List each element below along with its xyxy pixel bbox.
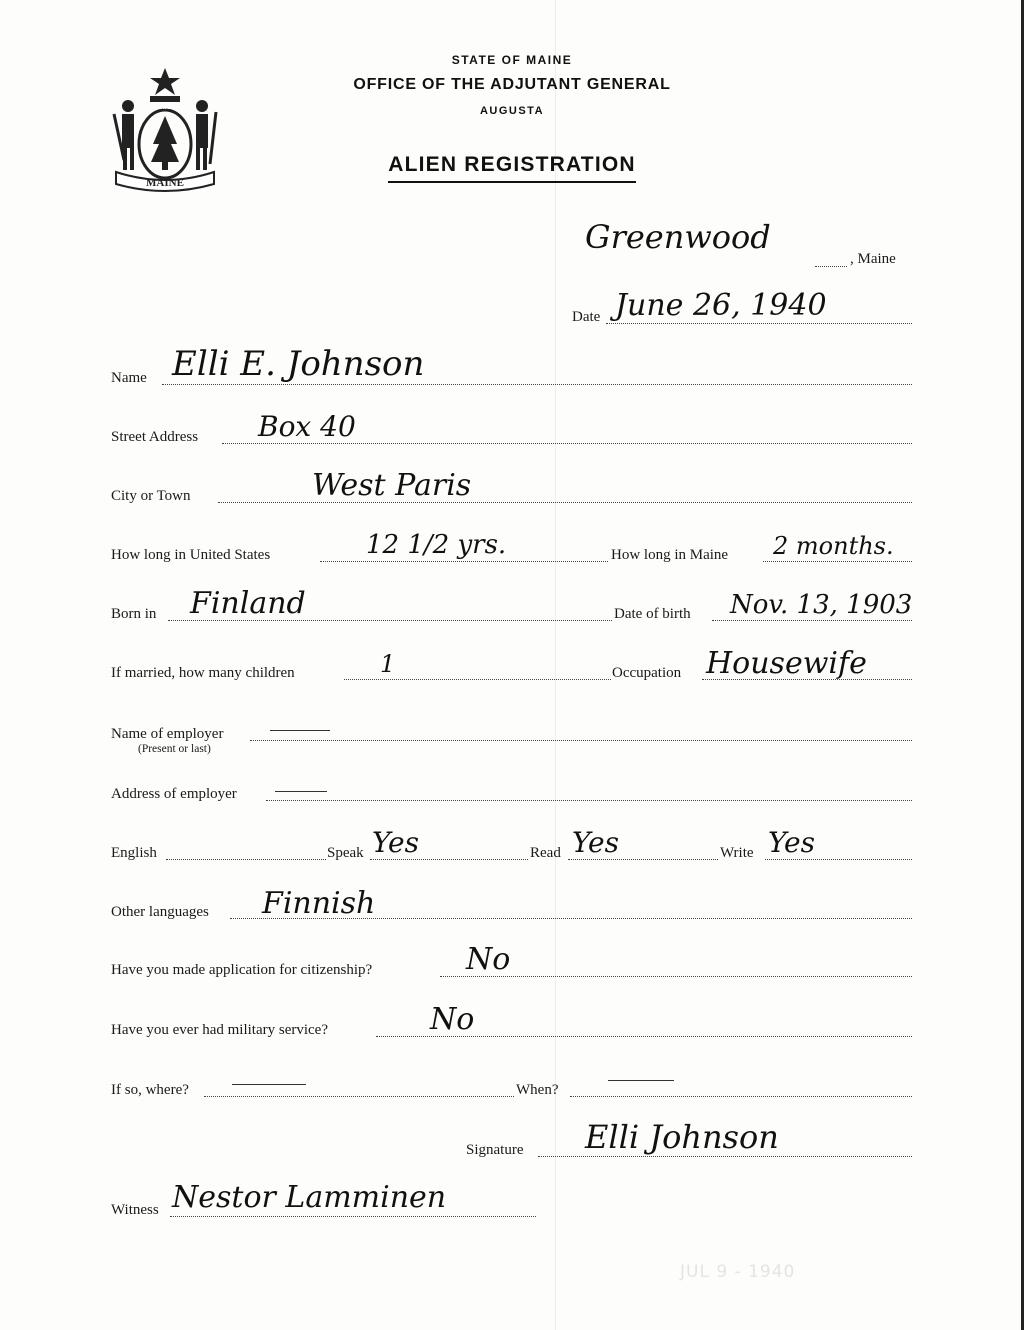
citizenship-line <box>440 976 912 977</box>
where-label: If so, where? <box>111 1082 189 1098</box>
other-languages-label: Other languages <box>111 904 209 920</box>
employer-name-label: Name of employer <box>111 726 224 742</box>
city-label: City or Town <box>111 488 191 504</box>
office-heading: OFFICE OF THE ADJUTANT GENERAL <box>353 76 671 93</box>
english-label: English <box>111 845 157 861</box>
street-address-entry: Box 40 <box>258 410 356 443</box>
form-title: ALIEN REGISTRATION <box>0 153 1024 183</box>
write-line <box>765 859 912 860</box>
town-line <box>815 266 847 267</box>
employer-address-line <box>266 800 912 801</box>
write-label: Write <box>720 845 754 861</box>
date-line <box>606 323 912 324</box>
signature-entry: Elli Johnson <box>585 1118 779 1156</box>
name-line <box>162 384 912 385</box>
signature-line <box>538 1156 912 1157</box>
how-long-us-label: How long in United States <box>111 547 271 563</box>
read-line <box>568 859 718 860</box>
how-long-maine-entry: 2 months. <box>773 532 894 560</box>
speak-label: Speak <box>327 845 364 861</box>
how-long-maine-label: How long in Maine <box>611 547 729 563</box>
where-dash <box>232 1084 306 1085</box>
city-heading: AUGUSTA <box>479 105 545 117</box>
employer-name-dash <box>270 730 330 731</box>
citizenship-entry: No <box>466 942 511 977</box>
how-long-maine-line <box>763 561 912 562</box>
when-label: When? <box>516 1082 559 1098</box>
employer-address-label: Address of employer <box>111 786 237 802</box>
employer-name-note: (Present or last) <box>138 743 211 755</box>
read-entry: Yes <box>572 826 619 859</box>
speak-entry: Yes <box>372 826 419 859</box>
signature-label: Signature <box>466 1142 524 1158</box>
date-label: Date <box>572 309 601 325</box>
write-entry: Yes <box>768 826 815 859</box>
page-fold <box>555 0 556 1330</box>
street-address-label: Street Address <box>111 429 199 445</box>
how-long-us-entry: 12 1/2 yrs. <box>366 530 507 560</box>
witness-entry: Nestor Lamminen <box>172 1180 447 1215</box>
speak-line <box>370 859 528 860</box>
town-entry: Greenwood <box>585 218 771 256</box>
name-entry: Elli E. Johnson <box>172 344 425 384</box>
born-in-entry: Finland <box>190 586 306 621</box>
how-long-us-line <box>320 561 608 562</box>
children-line <box>344 679 611 680</box>
when-line <box>570 1096 912 1097</box>
date-of-birth-label: Date of birth <box>614 606 691 622</box>
english-line <box>166 859 326 860</box>
state-heading: STATE OF MAINE <box>451 53 573 67</box>
svg-text:DIRIGO: DIRIGO <box>154 105 176 111</box>
city-entry: West Paris <box>312 468 472 503</box>
employer-address-dash <box>275 791 327 792</box>
date-of-birth-line <box>712 620 912 621</box>
military-label: Have you ever had military service? <box>111 1022 328 1038</box>
maine-label: , Maine <box>850 251 896 267</box>
other-languages-entry: Finnish <box>262 886 376 921</box>
received-stamp: JUL 9 - 1940 <box>680 1262 796 1282</box>
children-entry: 1 <box>380 650 396 678</box>
witness-line <box>170 1216 536 1217</box>
occupation-label: Occupation <box>612 665 682 681</box>
witness-label: Witness <box>111 1202 159 1218</box>
occupation-entry: Housewife <box>706 646 867 681</box>
employer-name-line <box>250 740 912 741</box>
citizenship-label: Have you made application for citizenship? <box>111 962 373 978</box>
military-entry: No <box>430 1002 475 1037</box>
name-label: Name <box>111 370 147 386</box>
born-in-label: Born in <box>111 606 157 622</box>
where-line <box>204 1096 514 1097</box>
date-entry: June 26, 1940 <box>615 288 827 323</box>
when-dash <box>608 1080 674 1081</box>
street-address-line <box>222 443 912 444</box>
children-label: If married, how many children <box>111 665 295 681</box>
read-label: Read <box>530 845 561 861</box>
date-of-birth-entry: Nov. 13, 1903 <box>730 590 913 620</box>
svg-text:MAINE: MAINE <box>146 177 184 189</box>
